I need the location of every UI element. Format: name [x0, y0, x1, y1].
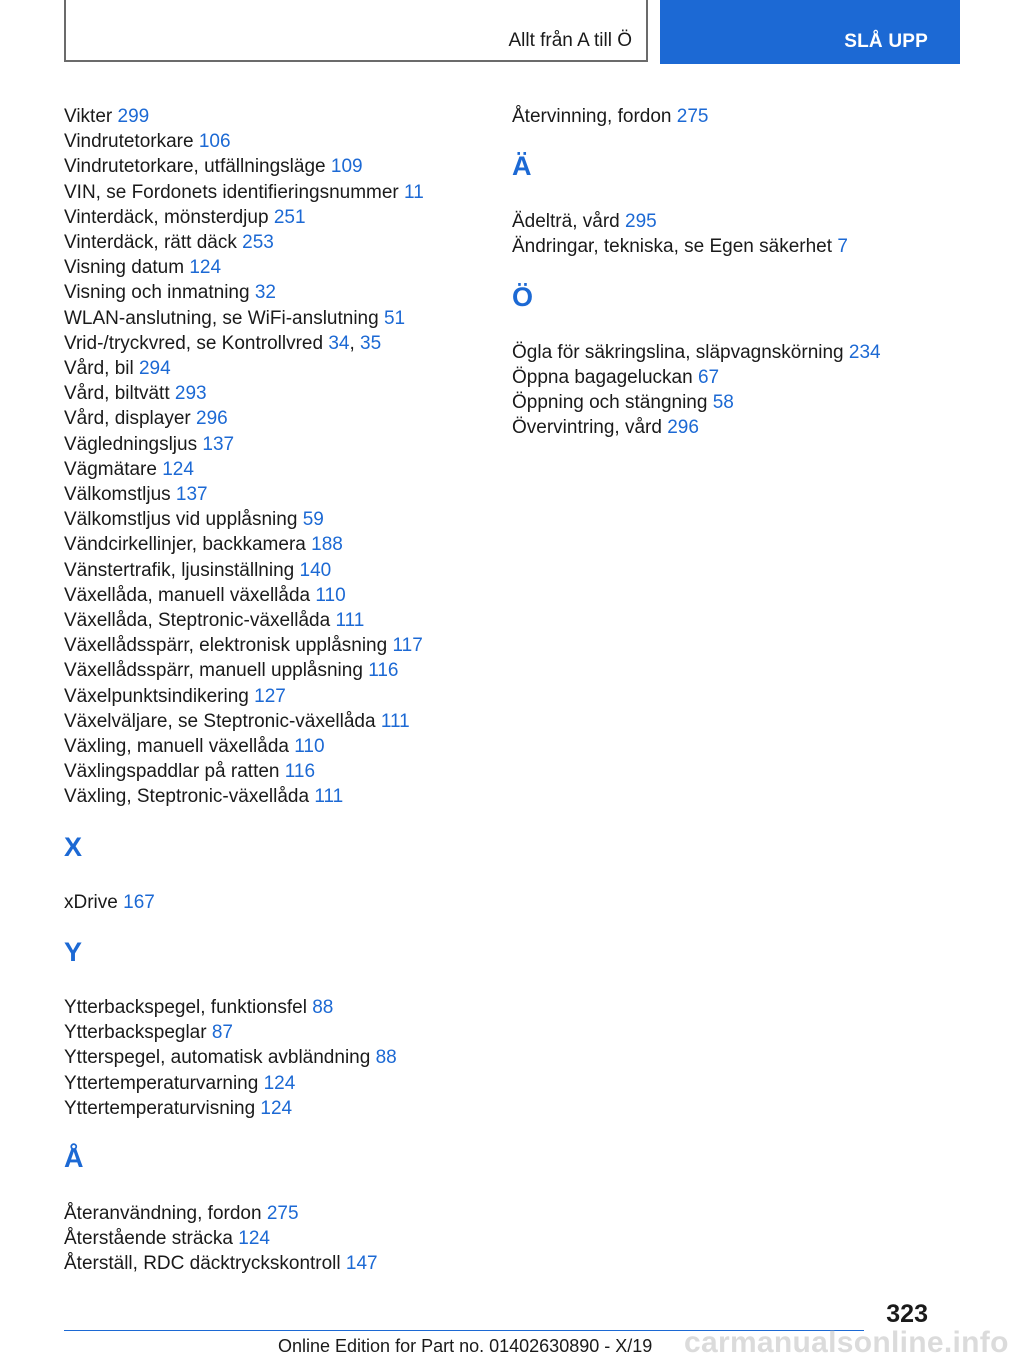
- page-link[interactable]: 124: [189, 257, 222, 279]
- page-link[interactable]: 116: [284, 761, 316, 783]
- footer-edition-text: Online Edition for Part no. 01402630890 - X/19: [278, 1336, 653, 1356]
- index-entry: [64, 1201, 484, 1226]
- page-link[interactable]: 32: [254, 282, 276, 304]
- index-entry-text: Vrid-/tryckvred, se Kontrollvred: [64, 332, 329, 354]
- page-link[interactable]: 111: [335, 610, 365, 632]
- index-entry: [64, 1045, 484, 1070]
- index-entry-text: Återstående sträcka: [64, 1228, 239, 1250]
- index-entry-text: Vägledningsljus: [64, 433, 203, 455]
- index-entry-text: Vård, biltvätt: [64, 383, 175, 405]
- page-link[interactable]: 188: [311, 534, 343, 556]
- page-link[interactable]: 137: [175, 484, 208, 506]
- index-entry: [512, 415, 942, 440]
- index-entry: [64, 709, 484, 734]
- index-entry: [64, 129, 484, 154]
- a-to-z-tab-label: Allt från A till Ö: [508, 30, 632, 51]
- index-entry-text: Yttertemperaturvarning: [64, 1072, 264, 1094]
- page-link[interactable]: 109: [330, 156, 363, 178]
- index-entry: [512, 390, 942, 415]
- index-entry: [64, 532, 484, 557]
- index-entry: [64, 180, 484, 205]
- page-link[interactable]: 124: [238, 1228, 270, 1250]
- index-entry-text: Vinterdäck, rätt däck: [64, 232, 243, 254]
- index-entry-text: Vänstertrafik, ljusinställning: [64, 559, 300, 581]
- page-link[interactable]: 35: [360, 332, 382, 354]
- index-entry: [64, 658, 484, 683]
- watermark: carmanualsonline.info: [684, 1326, 1009, 1359]
- lookup-button-label: SLÅ UPP: [844, 31, 928, 52]
- page-link[interactable]: 51: [383, 307, 406, 329]
- page-number: 323: [886, 1300, 928, 1328]
- index-entry: [64, 558, 484, 583]
- page-link[interactable]: 296: [196, 408, 228, 430]
- index-entry-text: Öppna bagageluckan: [512, 366, 698, 388]
- index-entry: [512, 340, 942, 365]
- index-entry-text: Vikter: [64, 106, 118, 127]
- page-link[interactable]: 124: [260, 1097, 293, 1119]
- page-link[interactable]: 253: [242, 232, 274, 254]
- index-entry-text: VIN, se Fordonets identifieringsnummer: [64, 181, 405, 203]
- page-link[interactable]: 293: [174, 383, 207, 405]
- page-link[interactable]: 88: [312, 996, 334, 1018]
- index-entry: [64, 457, 484, 482]
- index-entry: [64, 633, 484, 658]
- page-link[interactable]: 7: [837, 236, 848, 258]
- lookup-button[interactable]: [660, 0, 960, 64]
- page-link[interactable]: 147: [345, 1253, 378, 1275]
- index-entry-text: Vinterdäck, mönsterdjup: [64, 206, 274, 228]
- index-entry-text: Yttertemperaturvisning: [64, 1097, 261, 1119]
- index-entry-text: Växling, Steptronic-växellåda: [64, 786, 315, 808]
- index-entry: [64, 759, 484, 784]
- page-link[interactable]: 275: [676, 106, 709, 127]
- page-link[interactable]: 67: [697, 366, 720, 388]
- page-link[interactable]: 110: [315, 584, 346, 606]
- page-link[interactable]: 34: [328, 332, 350, 354]
- page-link[interactable]: 111: [380, 710, 410, 732]
- index-entry-text: Återvinning, fordon: [512, 106, 677, 127]
- index-entry: [64, 482, 484, 507]
- page-link[interactable]: 116: [368, 660, 399, 682]
- page-link[interactable]: 296: [667, 417, 699, 439]
- page-link[interactable]: 140: [299, 559, 332, 581]
- page-link[interactable]: 11: [404, 181, 424, 203]
- index-entry-text: Ytterbackspegel, funktionsfel: [64, 996, 313, 1018]
- index-entry: [64, 306, 484, 331]
- index-entry-text: Växelväljare, se Steptronic-växellåda: [64, 710, 381, 732]
- index-entry: [64, 381, 484, 406]
- index-entry: [64, 684, 484, 709]
- page-link[interactable]: 58: [712, 392, 734, 414]
- index-entry: [64, 154, 484, 179]
- page-link[interactable]: 137: [202, 433, 235, 455]
- index-entry-text: Vindrutetorkare: [64, 131, 199, 153]
- page-link[interactable]: 124: [162, 458, 194, 480]
- page-link[interactable]: 127: [254, 685, 286, 707]
- index-entry: [512, 365, 942, 390]
- page-link[interactable]: 106: [198, 131, 231, 153]
- index-column-right: [512, 104, 942, 440]
- index-entry-text: Ögla för säkringslina, släpvagnskörning: [512, 341, 849, 363]
- index-entry-text: Ytterbackspeglar: [64, 1022, 212, 1044]
- index-entry-text: Återställ, RDC däcktryckskontroll: [64, 1253, 346, 1275]
- index-entry-text: Växling, manuell växellåda: [64, 736, 295, 758]
- index-entry-text: Växelpunktsindikering: [64, 685, 255, 707]
- page-link[interactable]: 87: [211, 1022, 233, 1044]
- index-entry: [512, 234, 942, 259]
- index-entry: [64, 331, 484, 356]
- index-entry-text: Vård, bil: [64, 358, 139, 380]
- index-entry-text: Vändcirkellinjer, backkamera: [64, 534, 312, 556]
- page-link[interactable]: 88: [375, 1047, 397, 1069]
- page-link[interactable]: 295: [625, 211, 657, 233]
- index-entry: [64, 205, 484, 230]
- page-link[interactable]: 111: [314, 786, 344, 808]
- index-entry-text: Visning datum: [64, 257, 190, 279]
- page-link[interactable]: 167: [123, 891, 155, 913]
- index-entry: [64, 280, 484, 305]
- index-entry: [64, 1071, 484, 1096]
- section-letter: Å: [64, 1142, 84, 1173]
- index-entry: [64, 255, 484, 280]
- index-entry: [512, 209, 942, 234]
- index-entry: [64, 608, 484, 633]
- index-entry: [64, 734, 484, 759]
- index-entry-text: Återanvändning, fordon: [64, 1202, 267, 1224]
- index-entry-text: Vård, displayer: [64, 408, 197, 430]
- page-link[interactable]: 234: [848, 341, 881, 363]
- page-separator: ,: [349, 332, 361, 354]
- index-entry-text: Välkomstljus vid upplåsning: [64, 509, 303, 531]
- index-entry-text: xDrive: [64, 891, 124, 913]
- index-entry-text: Växellåda, Steptronic-växellåda: [64, 610, 336, 632]
- index-entry-text: Övervintring, vård: [512, 417, 668, 439]
- index-entry: [64, 406, 484, 431]
- page-link[interactable]: 117: [392, 635, 423, 657]
- index-entry-text: Ädelträ, vård: [512, 211, 625, 233]
- index-entry-text: Växellåda, manuell växellåda: [64, 584, 316, 606]
- index-entry-text: Öppning och stängning: [512, 392, 713, 414]
- index-entry: [64, 104, 484, 129]
- index-entry-text: Växlingspaddlar på ratten: [64, 761, 285, 783]
- index-entry-text: Vindrutetorkare, utfällningsläge: [64, 156, 331, 178]
- index-entry-text: Välkomstljus: [64, 484, 176, 506]
- index-entry-text: Växellådsspärr, manuell upplåsning: [64, 660, 369, 682]
- page-link[interactable]: 59: [302, 509, 324, 531]
- index-entry: [64, 1251, 484, 1276]
- index-entry: [64, 230, 484, 255]
- index-entry: [64, 583, 484, 608]
- section-letter: Y: [64, 936, 83, 967]
- index-entry: [64, 356, 484, 381]
- index-entry: [64, 507, 484, 532]
- index-entry: [64, 1020, 484, 1045]
- index-entry-text: WLAN-anslutning, se WiFi-anslutning: [64, 307, 384, 329]
- section-letter: Ä: [512, 151, 532, 182]
- index-entry-text: Ytterspegel, automatisk avbländning: [64, 1047, 376, 1069]
- index-entry: [64, 995, 484, 1020]
- section-letter: Ö: [512, 281, 534, 312]
- page-link[interactable]: 294: [138, 358, 171, 380]
- page-link[interactable]: 299: [117, 106, 150, 127]
- index-entry: [64, 784, 484, 809]
- index-column-left: [64, 104, 484, 1277]
- index-entry: [64, 1096, 484, 1121]
- page-link[interactable]: 275: [266, 1202, 299, 1224]
- section-letter: X: [64, 831, 83, 862]
- page-link[interactable]: 124: [263, 1072, 296, 1094]
- index-entry: [512, 104, 942, 129]
- index-entry-text: Växellådsspärr, elektronisk upplåsning: [64, 635, 393, 657]
- page-link[interactable]: 110: [294, 736, 325, 758]
- index-entry-text: Vägmätare: [64, 458, 163, 480]
- index-entry-text: Visning och inmatning: [64, 282, 255, 304]
- page-link[interactable]: 251: [273, 206, 306, 228]
- index-entry-text: Ändringar, tekniska, se Egen säkerhet: [512, 236, 838, 258]
- index-entry: [64, 890, 484, 915]
- a-to-z-tab[interactable]: [64, 0, 648, 62]
- index-entry: [64, 432, 484, 457]
- index-entry: [64, 1226, 484, 1251]
